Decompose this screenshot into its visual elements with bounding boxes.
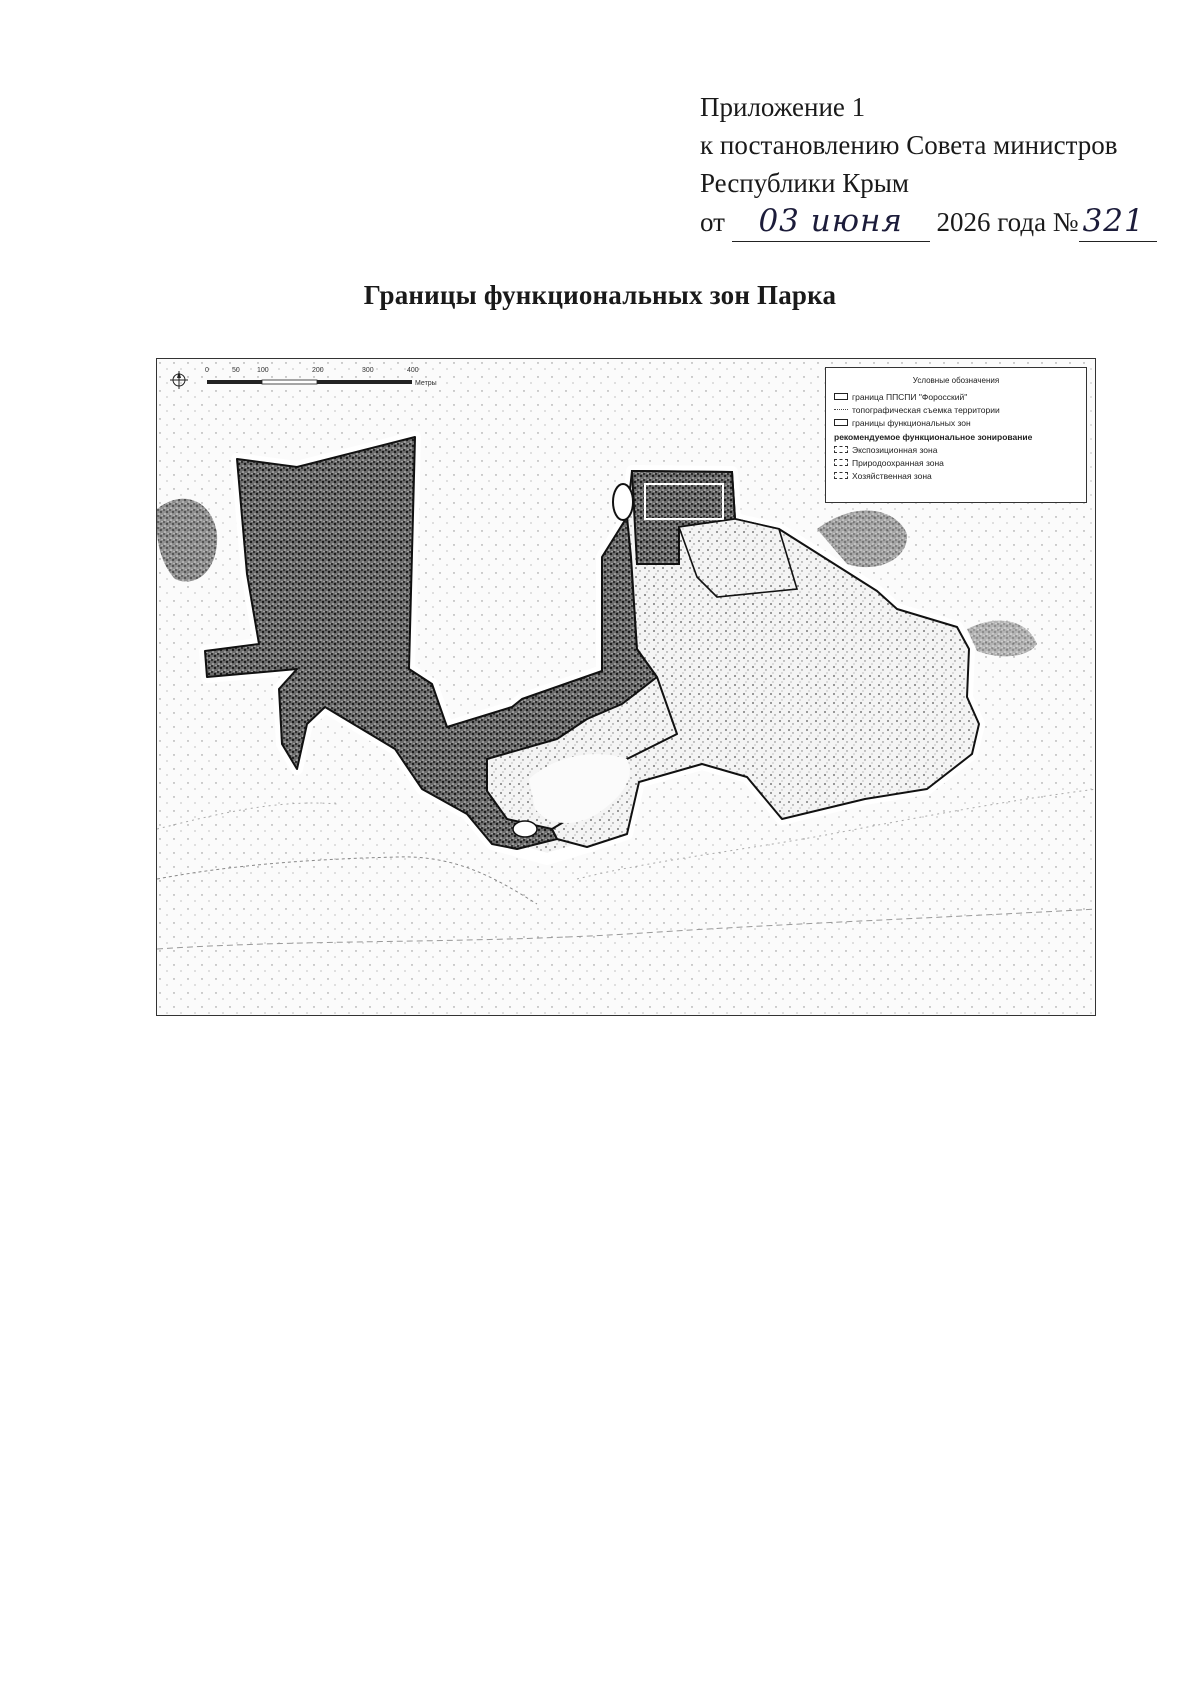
legend-item	[834, 456, 1078, 469]
legend-item	[834, 416, 1078, 429]
scale-tick: 50	[232, 367, 240, 374]
legend-swatch	[834, 393, 848, 400]
scale-tick: 100	[257, 367, 269, 374]
pond-feature	[613, 484, 633, 520]
republic-name: Республики Крым	[700, 168, 909, 198]
legend-label: границы функциональных зон	[852, 417, 971, 428]
appendix-number: Приложение 1	[700, 92, 866, 122]
appendix-header	[700, 88, 1170, 242]
zoning-map	[156, 358, 1096, 1016]
legend-swatch	[834, 446, 848, 453]
legend-label: топографическая съемка территории	[852, 404, 1000, 415]
scale-tick: 300	[362, 367, 374, 374]
year-label: 2026 года №	[936, 207, 1079, 237]
legend-swatch	[834, 459, 848, 466]
date-prefix: от	[700, 207, 725, 237]
legend-swatch	[834, 419, 848, 426]
legend-item	[834, 403, 1078, 416]
scale-bar	[207, 380, 412, 384]
handwritten-number: 321	[1082, 203, 1145, 239]
pond-feature	[513, 821, 537, 837]
scale-unit: Метры	[415, 380, 437, 387]
legend-item	[834, 443, 1078, 456]
scale-tick: 200	[312, 367, 324, 374]
date-number-line	[700, 202, 1170, 242]
legend-swatch	[834, 472, 848, 479]
legend-label: рекомендуемое функциональное зонирование	[834, 431, 1033, 442]
legend-title: Условные обозначения	[912, 376, 1000, 385]
scale-tick: 0	[205, 367, 209, 374]
resolution-reference: к постановлению Совета министров	[700, 130, 1118, 160]
legend-item	[834, 390, 1078, 403]
handwritten-date: 03 июня	[758, 203, 903, 239]
number-field	[1079, 202, 1157, 242]
legend-label: Экспозиционная зона	[852, 444, 938, 455]
legend-label: граница ППСПИ "Форосский"	[852, 391, 968, 402]
legend-label: Хозяйственная зона	[852, 470, 932, 481]
document-title: Границы функциональных зон Парка	[363, 280, 837, 310]
legend-label: Природоохранная зона	[852, 457, 944, 468]
date-field	[732, 202, 930, 242]
legend-item	[834, 469, 1078, 482]
legend-item	[834, 430, 1078, 443]
scale-tick: 400	[407, 367, 419, 374]
legend-swatch	[834, 409, 848, 410]
map-legend	[825, 367, 1087, 503]
